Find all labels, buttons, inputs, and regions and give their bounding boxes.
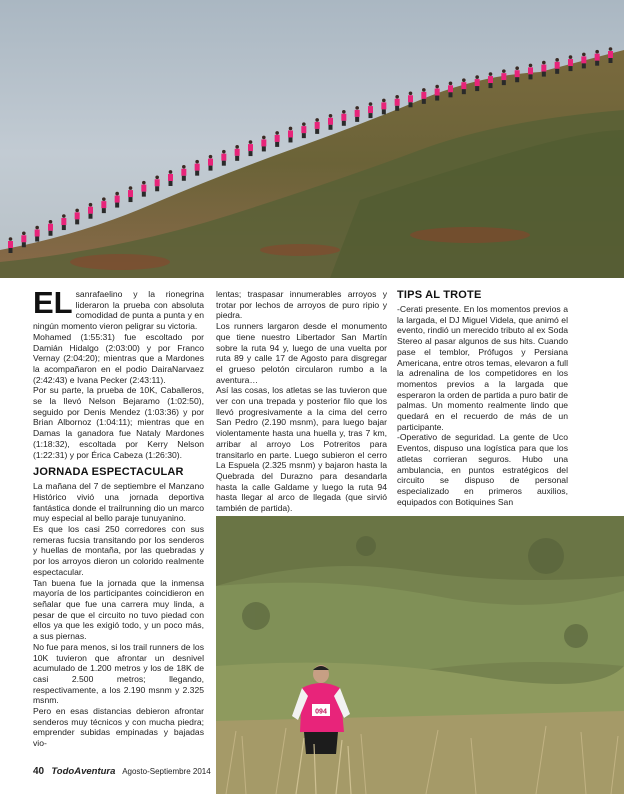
paragraph: Los runners largaron desde el monumento que tiene nuestro Libertador San Martín sobre la ruta 94 y, luego de una vuelta por ruta 89 y calle 17 de Agosto para disgregar el grueso pelotón circularon rumbo a la aventura… <box>216 321 387 385</box>
paragraph: Por su parte, la prueba de 10K, Caballeros, se la llevó Nelson Bejaramo (1:02:50), seguido por Denis Mendez (1:03:36) y por Brian Albornoz (1:04:11); mientras que en Damas la ganadora fue Nataly Mardones (1:18:32), escoltada por Kerry Nelson (1:22:31) y por Érica Cabeza (1:26:30). <box>33 385 204 460</box>
runner-silhouette <box>488 76 493 83</box>
photo-runners-on-ridge <box>0 0 624 278</box>
runner-silhouette <box>341 114 346 121</box>
runner-silhouette <box>555 62 560 69</box>
runner-silhouette <box>221 154 226 161</box>
runner-silhouette <box>275 135 280 142</box>
runner-silhouette <box>48 224 53 231</box>
runner-silhouette <box>261 139 266 146</box>
runner-silhouette <box>435 89 440 96</box>
runner-silhouette <box>235 149 240 156</box>
page-footer <box>33 766 211 777</box>
issue-date: Agosto-Septiembre 2014 <box>122 767 211 776</box>
paragraph: -Cerati presente. En los momentos previos a la largada, el DJ Miguel Videla, que animó el evento, rindió un merecido tributo al ex Soda Stereo al pasar algunos de sus hits. Cuando pase el temblor, Prófugos y Persiana Americana, entre otros temas, elevaron a full la adrenalina de los competidores en los momentos previos a la largada que esperaron la orden de partida a puro batir de palmas. Un momento realmente lindo que quedará en el recuerdo de más de un participante. <box>397 304 569 432</box>
runner-silhouette <box>475 79 480 86</box>
article-column-3 <box>397 289 568 507</box>
paragraph: Tan buena fue la jornada que la inmensa mayoría de los participantes coincidieron en señalar que fue una carrera muy linda, a pesar de que el circuito no tuvo piedad con ellos ya que les exigió todo, y un poco más, a sus piernas. <box>33 577 204 642</box>
runner-silhouette <box>8 241 13 248</box>
runner-silhouette <box>515 70 520 77</box>
paragraph: lentas; traspasar innumerables arroyos y trotar por lechos de arroyos de puro ripio y piedra. <box>216 289 387 321</box>
runner-silhouette <box>381 102 386 109</box>
page-number: 40 <box>33 766 45 777</box>
runner-silhouette <box>528 67 533 74</box>
runner-silhouette <box>395 99 400 106</box>
runner-silhouette <box>88 207 93 214</box>
paragraph: -Operativo de seguridad. La gente de Uco Eventos, dispuso una logística para que los atletas corrieran seguros. Hubo una ambulancia, en puntos estratégicos del circuito se dispuso de personal especializado en primeros auxilios, equipados con Botiquines San <box>397 432 568 507</box>
runner-silhouette <box>315 122 320 129</box>
paragraph: No fue para menos, si los trail runners de los 10K tuvieron que afrontar un desnivel acumulado de 1.200 metros y los de 18K de casi 2.500 metros; llegando, respectivamente, a los 2.190 msnm y 2.325 msnm. <box>33 641 204 706</box>
runner-silhouette <box>128 190 133 197</box>
runner-silhouette <box>141 185 146 192</box>
bib-number: 094 <box>315 708 327 716</box>
paragraph: Mohamed (1:55:31) fue escoltado por Damián Hidalgo (2:03:00) y por Franco Vernay (2:04:20); mientras que a Mardones la acompañaron en el podio DairaNarvaez (2:42:43) e Ivana Pecker (2:43:11). <box>33 331 204 385</box>
lead-text: sanrafaelino y la rionegrina lideraron la prueba con absoluta comodidad de punta a punta y en ningún momento vieron peligrar su victoria. <box>33 289 204 332</box>
paragraph: Pero en esas distancias debieron afrontar senderos muy técnicos y con mucha piedra; emprender subidas empinadas y bajadas vio- <box>33 706 204 749</box>
drop-cap: EL <box>33 285 73 320</box>
photo-runner-in-grassland <box>216 516 624 794</box>
runner-silhouette <box>301 126 306 133</box>
runner-silhouette <box>421 92 426 99</box>
paragraph: Así las cosas, los atletas se las tuvieron que ver con una trepada y posterior filo que los llevó progresivamente a la cima del cerro San Pedro (2.190 msnm), para luego bajar violentamente hasta una huella y, tras 7 km, arribar al arroyo Los Potreritos para transitarlo en parte. Luego subieron el cerro La Espuela (2.325 msnm) y bajaron hasta la Quebrada del Durazno para desandarla hasta la calle Galdame y luego la ruta 94 hasta llegar al arco de llegada (que sirvió también de partida). <box>216 385 387 514</box>
runner-silhouette <box>568 59 573 66</box>
runner-silhouette <box>115 196 120 203</box>
runner-silhouette <box>408 95 413 102</box>
article-column-1 <box>33 285 204 749</box>
runner-silhouette <box>61 218 66 225</box>
runner-silhouette <box>195 164 200 171</box>
runner-silhouette <box>448 85 453 92</box>
runner-silhouette <box>355 110 360 117</box>
runner-silhouette <box>155 179 160 186</box>
runner-silhouette <box>608 51 613 58</box>
runner-silhouette <box>541 65 546 72</box>
magazine-logo: TodoAventura <box>51 766 116 777</box>
runner-silhouette <box>208 159 213 166</box>
runner-silhouette <box>168 174 173 181</box>
runner-silhouette <box>328 118 333 125</box>
runner-silhouette <box>248 144 253 151</box>
lead-paragraph <box>33 285 204 332</box>
runner-silhouette <box>181 169 186 176</box>
runner-silhouette <box>75 212 80 219</box>
runner-silhouette <box>368 106 373 113</box>
section-heading-jornada: JORNADA ESPECTACULAR <box>33 466 184 479</box>
runner-silhouette <box>581 56 586 63</box>
runner-silhouette <box>288 130 293 137</box>
section-heading-tips: TIPS AL TROTE <box>397 289 482 301</box>
runner-silhouette <box>101 201 106 208</box>
runner-silhouette <box>501 73 506 80</box>
runner-silhouette <box>595 54 600 61</box>
runner-silhouette <box>461 82 466 89</box>
article-column-2 <box>216 289 387 514</box>
paragraph: La mañana del 7 de septiembre el Manzano Histórico vivió una jornada deportiva fantástica donde el trailrunning dio un marco muy especial al bello paraje tunuyanino. <box>33 481 204 524</box>
runner-silhouette <box>35 229 40 236</box>
paragraph: Es que los casi 250 corredores con sus remeras fucsia transitando por los senderos y huellas de montaña, por las quebradas y por los arroyos dieron un colorido realmente espectacular. <box>33 524 204 577</box>
runner-silhouette <box>21 235 26 242</box>
